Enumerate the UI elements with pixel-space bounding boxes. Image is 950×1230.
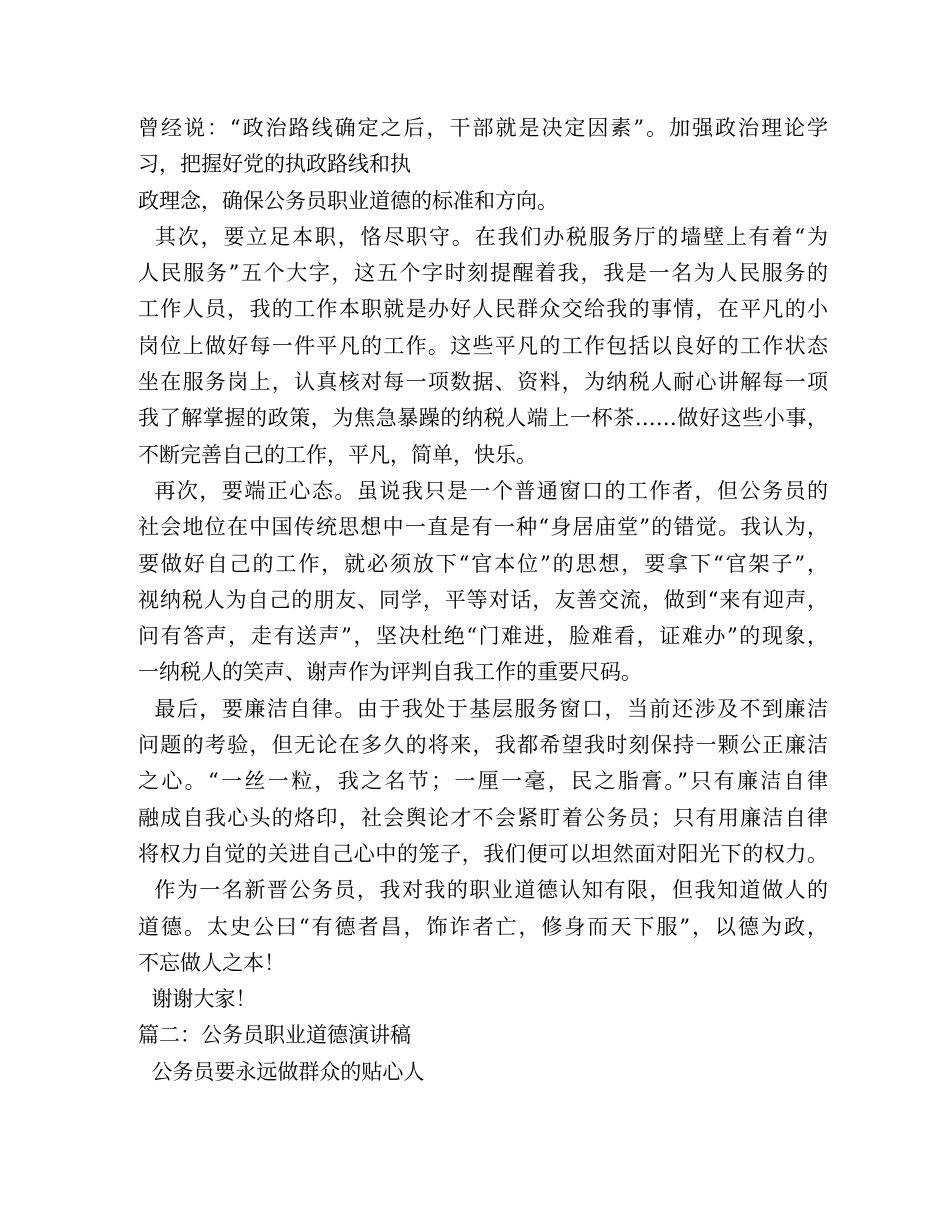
text-line: 要做好自己的工作，就必须放下“官本位”的思想，要拿下“官架子”，: [138, 551, 828, 576]
text-line: 曾经说：“政治路线确定之后，干部就是决定因素”。加强政治理论学: [138, 116, 828, 140]
text-line: 篇二：公务员职业道德演讲稿: [138, 1023, 411, 1048]
text-line: 道德。太史公曰“有德者昌，饰诈者亡，修身而天下服”，以德为政，: [138, 914, 828, 939]
text-line: 一纳税人的笑声、谢声作为评判自我工作的重要尺码。: [138, 660, 642, 685]
text-line: 我了解掌握的政策，为焦急暴躁的纳税人端上一杯茶……做好这些小事，: [138, 406, 828, 431]
text-line: 岗位上做好每一件平凡的工作。这些平凡的工作包括以良好的工作状态: [138, 333, 828, 358]
text-line: 不断完善自己的工作，平凡，简单，快乐。: [138, 442, 537, 467]
text-line: 人民服务”五个大字，这五个字时刻提醒着我，我是一名为人民服务的: [138, 261, 828, 286]
text-line: 其次，要立足本职，恪尽职守。在我们办税服务厅的墙壁上有着“为: [138, 224, 828, 249]
text-line: 问题的考验，但无论在多久的将来，我都希望我时刻保持一颗公正廉洁: [138, 733, 828, 758]
body-text: [138, 110, 828, 1090]
text-line: 公务员要永远做群众的贴心人: [138, 1059, 425, 1084]
text-line: 之心。“一丝一粒，我之名节；一厘一毫，民之脂膏。”只有廉洁自律: [138, 769, 828, 794]
text-line: 视纳税人为自己的朋友、同学，平等对话，友善交流，做到“来有迎声，: [138, 587, 828, 612]
text-line: 习，把握好党的执政路线和执: [138, 152, 411, 177]
text-line: 作为一名新晋公务员，我对我的职业道德认知有限，但我知道做人的: [138, 878, 828, 903]
text-line: 将权力自觉的关进自己心中的笼子，我们便可以坦然面对阳光下的权力。: [138, 841, 828, 866]
text-line: 政理念，确保公务员职业道德的标准和方向。: [138, 188, 558, 213]
text-line: 问有答声，走有送声”，坚决杜绝“门难进，脸难看，证难办”的现象，: [138, 624, 828, 649]
text-line: 社会地位在中国传统思想中一直是有一种“身居庙堂”的错觉。我认为，: [138, 515, 828, 540]
text-line: 再次，要端正心态。虽说我只是一个普通窗口的工作者，但公务员的: [138, 478, 828, 503]
text-line: 最后，要廉洁自律。由于我处于基层服务窗口，当前还涉及不到廉洁: [138, 696, 828, 721]
text-line: 坐在服务岗上，认真核对每一项数据、资料，为纳税人耐心讲解每一项: [138, 370, 828, 395]
text-line: 谢谢大家！: [138, 987, 257, 1012]
text-line: 不忘做人之本！: [138, 950, 285, 975]
text-line: 工作人员，我的工作本职就是办好人民群众交给我的事情，在平凡的小: [138, 297, 828, 322]
text-line: 融成自我心头的烙印，社会舆论才不会紧盯着公务员；只有用廉洁自律: [138, 805, 828, 830]
